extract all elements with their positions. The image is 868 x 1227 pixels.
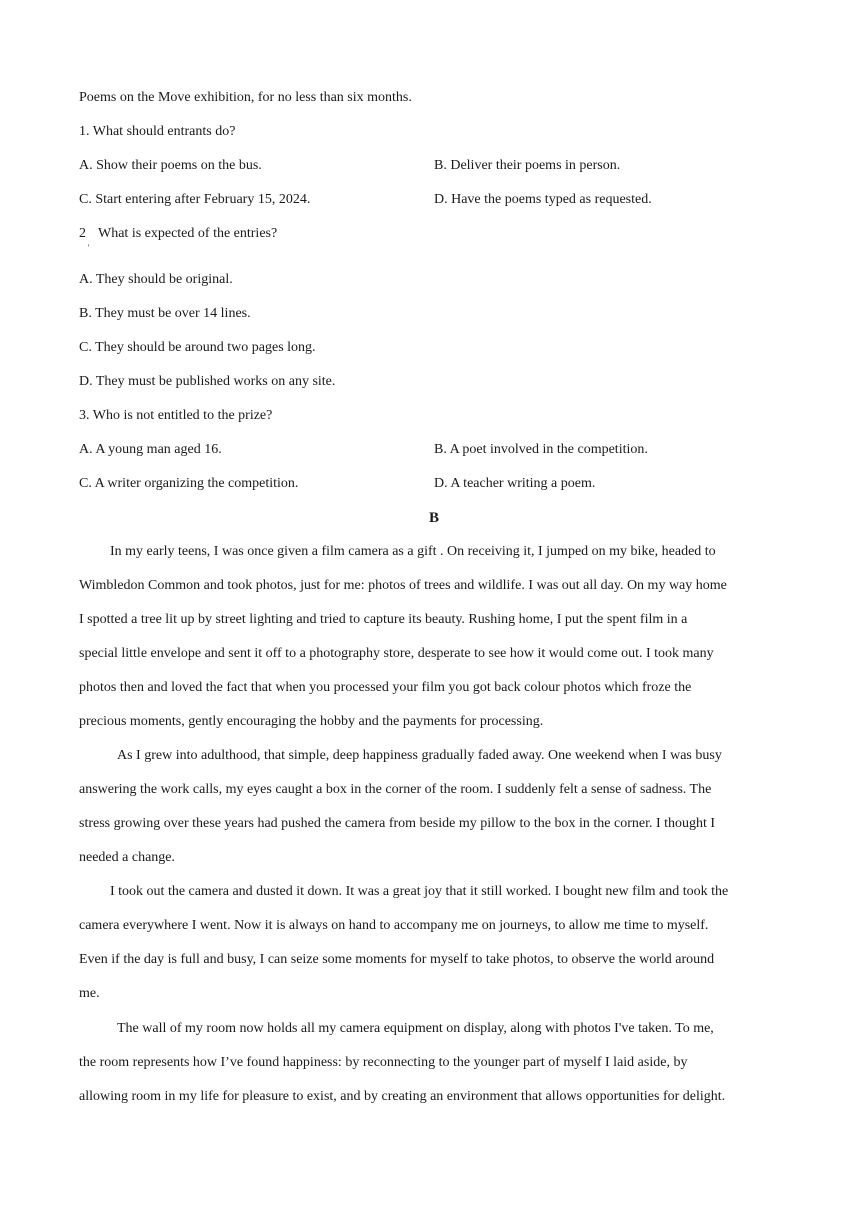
passage-p1-line-2: Wimbledon Common and took photos, just for me: photos of trees and wildlife. I was out all day. On my way home: [79, 578, 727, 593]
stray-mark: ': [88, 243, 90, 252]
passage-p4-line-2: the room represents how I’ve found happiness: by reconnecting to the younger part of myself I laid aside, by: [79, 1055, 688, 1070]
passage-p3-line-2: camera everywhere I went. Now it is always on hand to accompany me on journeys, to allow me time to myself.: [79, 918, 709, 933]
passage-p1-line-3: I spotted a tree lit up by street lighting and tried to capture its beauty. Rushing home, I put the spent film in a: [79, 612, 688, 627]
question-3-option-c: C. A writer organizing the competition.: [79, 476, 299, 491]
question-3-option-d: D. A teacher writing a poem.: [434, 476, 596, 491]
passage-p4-line-3: allowing room in my life for pleasure to exist, and by creating an environment that allows opportunities for delight.: [79, 1089, 726, 1104]
passage-p3-line-3: Even if the day is full and busy, I can seize some moments for myself to take photos, to observe the world around: [79, 952, 715, 967]
passage-p3-line-4: me.: [79, 986, 100, 1001]
question-1-stem: 1. What should entrants do?: [79, 124, 236, 139]
question-2-number: 2: [79, 226, 86, 241]
question-2-option-c: C. They should be around two pages long.: [79, 340, 316, 355]
passage-p1-line-1: In my early teens, I was once given a film camera as a gift . On receiving it, I jumped on my bike, headed to: [110, 544, 716, 559]
passage-p2-line-3: stress growing over these years had pushed the camera from beside my pillow to the box in the corner. I thought I: [79, 816, 716, 831]
passage-p1-line-5: photos then and loved the fact that when you processed your film you got back colour photos which froze the: [79, 680, 692, 695]
passage-p3-line-1: I took out the camera and dusted it down. It was a great joy that it still worked. I bought new film and took the: [110, 884, 729, 899]
question-2-option-d: D. They must be published works on any site.: [79, 374, 336, 389]
passage-p2-line-2: answering the work calls, my eyes caught a box in the corner of the room. I suddenly felt a sense of sadness. The: [79, 782, 712, 797]
passage-p1-line-4: special little envelope and sent it off to a photography store, desperate to see how it would come out. I took many: [79, 646, 714, 661]
question-3-option-b: B. A poet involved in the competition.: [434, 442, 648, 457]
intro-text: Poems on the Move exhibition, for no less than six months.: [79, 90, 412, 105]
question-2-option-a: A. They should be original.: [79, 272, 233, 287]
passage-p2-line-4: needed a change.: [79, 850, 175, 865]
question-3-option-a: A. A young man aged 16.: [79, 442, 222, 457]
passage-p2-line-1: As I grew into adulthood, that simple, deep happiness gradually faded away. One weekend when I was busy: [117, 748, 722, 763]
question-1-option-c: C. Start entering after February 15, 2024.: [79, 192, 311, 207]
passage-p1-line-6: precious moments, gently encouraging the hobby and the payments for processing.: [79, 714, 544, 729]
passage-p4-line-1: The wall of my room now holds all my camera equipment on display, along with photos I've taken. To me,: [117, 1021, 714, 1036]
question-3-stem: 3. Who is not entitled to the prize?: [79, 408, 273, 423]
question-2-stem: What is expected of the entries?: [98, 226, 278, 241]
question-1-option-d: D. Have the poems typed as requested.: [434, 192, 652, 207]
question-1-option-b: B. Deliver their poems in person.: [434, 158, 621, 173]
question-1-option-a: A. Show their poems on the bus.: [79, 158, 262, 173]
section-heading: B: [428, 510, 439, 526]
question-2-option-b: B. They must be over 14 lines.: [79, 306, 251, 321]
